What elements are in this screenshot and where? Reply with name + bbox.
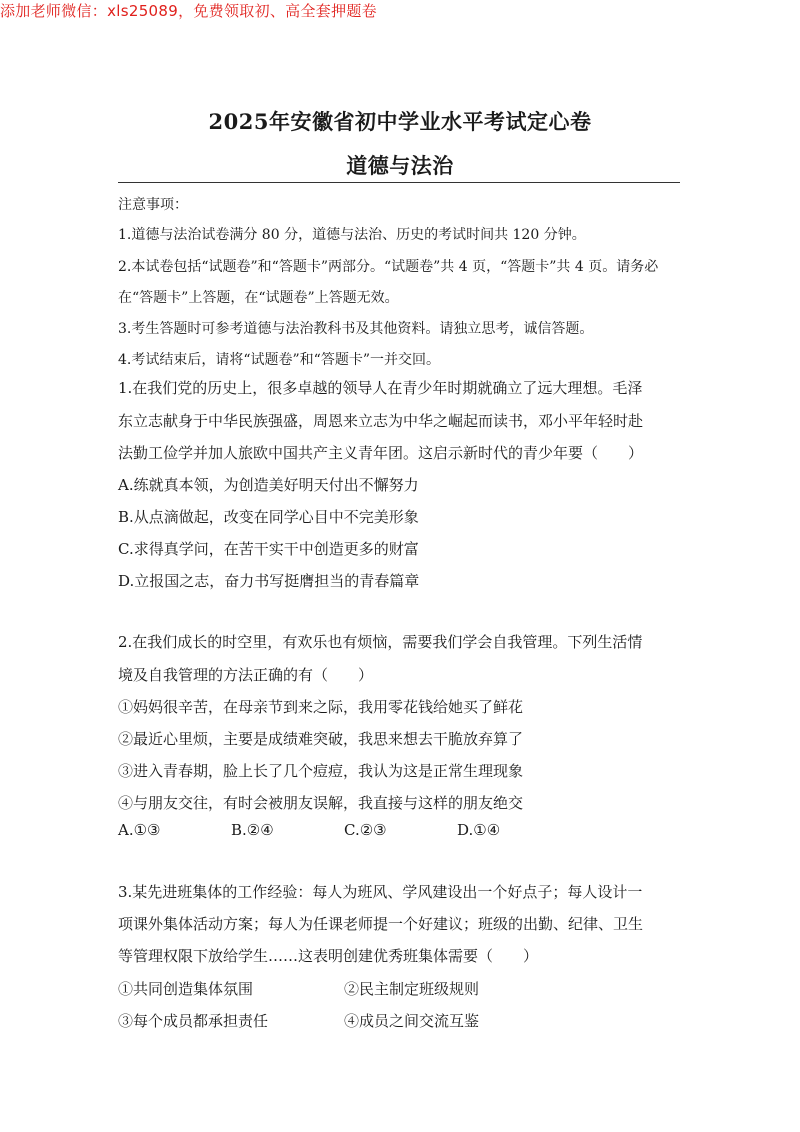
question-2-item: ③进入青春期，脸上长了几个痘痘，我认为这是正常生理现象 — [118, 762, 524, 780]
notice-line: 在“答题卡”上答题，在“试题卷”上答题无效。 — [118, 290, 399, 306]
question-2-stem: 境及自我管理的方法正确的有（ ） — [118, 666, 374, 684]
question-1-stem: 1.在我们党的历史上，很多卓越的领导人在青少年时期就确立了远大理想。毛泽 — [118, 379, 643, 397]
notice-heading: 注意事项： — [118, 197, 188, 213]
question-3-stem: 3.某先进班集体的工作经验：每人为班风、学风建设出一个好点子；每人设计一 — [118, 883, 643, 901]
question-1-stem: 法勤工俭学并加人旅欧中国共产主义青年团。这启示新时代的青少年要（ ） — [118, 444, 644, 462]
question-2-option-c: C.②③ — [344, 821, 387, 839]
question-2-option-d: D.①④ — [457, 821, 501, 839]
question-3-item: ②民主制定班级规则 — [344, 980, 480, 998]
notice-line: 3.考生答题时可参考道德与法治教科书及其他资料。请独立思考，诚信答题。 — [118, 321, 594, 337]
question-1-stem: 东立志献身于中华民族强盛，周恩来立志为中华之崛起而读书，邓小平年轻时赴 — [118, 412, 644, 430]
question-2-item: ①妈妈很辛苦，在母亲节到来之际，我用零花钱给她买了鲜花 — [118, 698, 524, 716]
question-3-item: ①共同创造集体氛围 — [118, 980, 254, 998]
question-2-option-a: A.①③ — [118, 821, 161, 839]
question-1-option-c: C.求得真学问，在苦干实干中创造更多的财富 — [118, 540, 419, 558]
question-3-stem: 等管理权限下放给学生……这表明创建优秀班集体需要（ ） — [118, 947, 539, 965]
question-3-item: ④成员之间交流互鉴 — [344, 1012, 480, 1030]
watermark: 添加老师微信：xls25089，免费领取初、高全套押题卷 — [0, 2, 377, 20]
subject-title: 道德与法治 — [346, 153, 454, 178]
question-1-option-b: B.从点滴做起，改变在同学心目中不完美形象 — [118, 508, 419, 526]
question-2-option-b: B.②④ — [231, 821, 274, 839]
question-2-item: ④与朋友交往，有时会被朋友误解，我直接与这样的朋友绝交 — [118, 794, 524, 812]
question-1-option-a: A.练就真本领，为创造美好明天付出不懈努力 — [118, 476, 419, 494]
question-1-option-d: D.立报国之志，奋力书写挺膺担当的青春篇章 — [118, 572, 420, 590]
question-2-item: ②最近心里烦，主要是成绩难突破，我思来想去干脆放弃算了 — [118, 730, 524, 748]
question-2-stem: 2.在我们成长的时空里，有欢乐也有烦恼，需要我们学会自我管理。下列生活情 — [118, 633, 643, 651]
notice-line: 4.考试结束后，请将“试题卷”和“答题卡”一并交回。 — [118, 352, 440, 368]
notice-line: 1.道德与法治试卷满分 80 分，道德与法治、历史的考试时间共 120 分钟。 — [118, 227, 586, 243]
page-title: 2025年安徽省初中学业水平考试定心卷 — [208, 109, 592, 134]
question-3-item: ③每个成员都承担责任 — [118, 1012, 269, 1030]
title-divider — [118, 182, 680, 183]
notice-line: 2.本试卷包括“试题卷”和“答题卡”两部分。“试题卷”共 4 页，“答题卡”共 4 页。请务必 — [118, 259, 659, 275]
question-3-stem: 项课外集体活动方案；每人为任课老师提一个好建议；班级的出勤、纪律、卫生 — [118, 915, 644, 933]
